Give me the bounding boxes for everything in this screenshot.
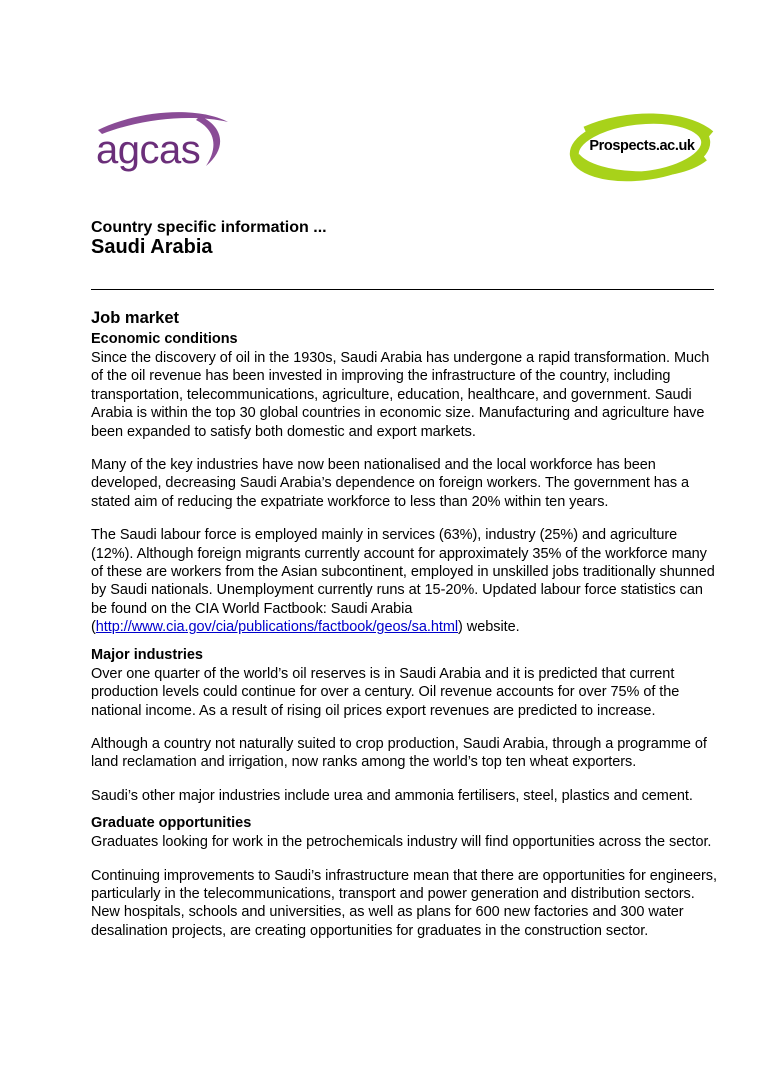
document-subtitle: Country specific information ... (91, 219, 327, 236)
paragraph-with-link (91, 526, 721, 636)
paragraph: Over one quarter of the world’s oil reserves is in Saudi Arabia and it is predicted that current production levels could continue for over a century. Oil revenue accounts for over 75% of the national income. As a result of rising oil prices export revenues are predicted to increase. (91, 665, 680, 719)
paragraph: Graduates looking for work in the petrochemicals industry will find opportunities across the sector. (91, 834, 712, 851)
document-title: Saudi Arabia (91, 236, 213, 258)
subheading-major-industries: Major industries (91, 646, 203, 663)
paragraph: Many of the key industries have now been nationalised and the local workforce has been developed, decreasing Saudi Arabia’s dependence on foreign workers. The government has a stated aim of reducing the expatriate workforce to less than 20% within ten years. (91, 457, 690, 510)
cia-factbook-link[interactable]: http://www.cia.gov/cia/publications/factbook/geos/sa.html (95, 619, 459, 636)
prospects-wordmark: Prospects.ac.uk (589, 138, 695, 154)
subheading-economic-conditions: Economic conditions (91, 331, 238, 347)
section-heading-job-market: Job market (91, 309, 180, 327)
paragraph: Saudi’s other major industries include urea and ammonia fertilisers, steel, plastics and cement. (91, 787, 693, 804)
agcas-wordmark: agcas (96, 128, 201, 172)
paragraph: Since the discovery of oil in the 1930s, Saudi Arabia has undergone a rapid transformation. Much of the oil revenue has been invested in improving the infrastructure of the country, including transportation, telecommunications, agriculture, education, healthcare, and government. Saudi Arabia is within the top 30 global countries in economic size. Manufacturing and agriculture have been expanded to satisfy both domestic and export markets. (91, 350, 710, 440)
agcas-logo (88, 108, 238, 178)
prospects-logo (565, 108, 715, 184)
paragraph-text: The Saudi labour force is employed mainly in services (63%), industry (25%) and agriculture (12%). Although foreign migrants currently account for approximately 35% of the workforce many of these are workers from the Asian subcontinent, employed in unskilled jobs traditionally shunned by Saudi nationals. Unemployment currently runs at 15-20%. Updated labour force statistics can be found on the CIA World Factbook: Saudi Arabia ( (91, 527, 715, 636)
paragraph-text: ) website. (458, 619, 520, 636)
paragraph: Although a country not naturally suited to crop production, Saudi Arabia, through a programme of land reclamation and irrigation, now ranks among the world’s top ten wheat exporters. (91, 735, 707, 771)
document-body (91, 306, 721, 940)
subheading-graduate-opportunities: Graduate opportunities (91, 815, 252, 832)
paragraph: Continuing improvements to Saudi’s infrastructure mean that there are opportunities for engineers, particularly in the telecommunications, transport and power generation and distribution sectors. New hospitals, schools and universities, as well as plans for 600 new factories and 300 water desalination projects, are creating opportunities for graduates in the construction sector. (91, 867, 717, 939)
title-divider (91, 289, 714, 290)
